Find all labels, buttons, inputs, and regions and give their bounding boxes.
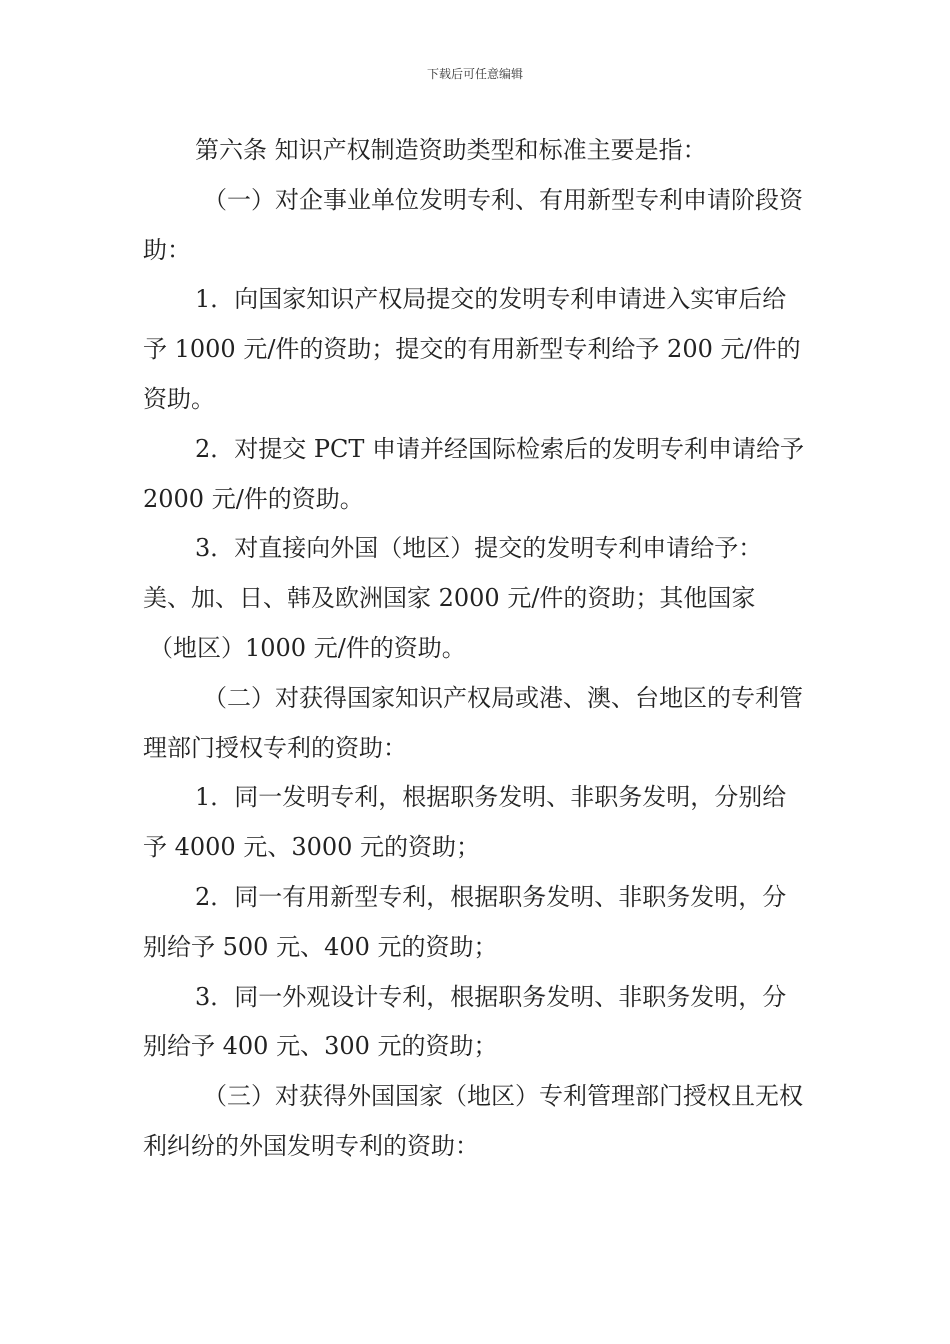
section-1-title: （一）对企事业单位发明专利、有用新型专利申请阶段资助： [143, 185, 803, 264]
section-2-title: （二）对获得国家知识产权局或港、澳、台地区的专利管理部门授权专利的资助： [143, 683, 803, 762]
section-1-item-3: 3．对直接向外国（地区）提交的发明专利申请给予：美、加、日、韩及欧洲国家 2000 元/件的资助；其他国家 [143, 534, 763, 613]
section-2-item-1: 1．同一发明专利，根据职务发明、非职务发明，分别给予 4000 元、3000 元的资助； [143, 783, 787, 862]
section-3-title: （三）对获得外国国家（地区）专利管理部门授权且无权利纠纷的外国发明专利的资助： [143, 1082, 803, 1160]
section-2-item-2: 2．同一有用新型专利，根据职务发明、非职务发明，分别给予 500 元、400 元的资助； [143, 882, 787, 961]
section-2-item-3: 3．同一外观设计专利，根据职务发明、非职务发明，分别给予 400 元、300 元的资助； [143, 982, 787, 1061]
section-1-item-3-continued: （地区）1000 元/件的资助。 [149, 633, 466, 662]
document-body [143, 126, 808, 1172]
page-header-note: 下载后可任意编辑 [426, 67, 523, 81]
section-1-item-2: 2．对提交 PCT 申请并经国际检索后的发明专利申请给予 2000 元/件的资助。 [143, 434, 805, 513]
section-1-item-1: 1．向国家知识产权局提交的发明专利申请进入实审后给予 1000 元/件的资助；提交的有用新型专利给予 200 元/件的资助。 [143, 285, 801, 413]
article-heading: 第六条 知识产权制造资助类型和标准主要是指： [195, 136, 707, 164]
